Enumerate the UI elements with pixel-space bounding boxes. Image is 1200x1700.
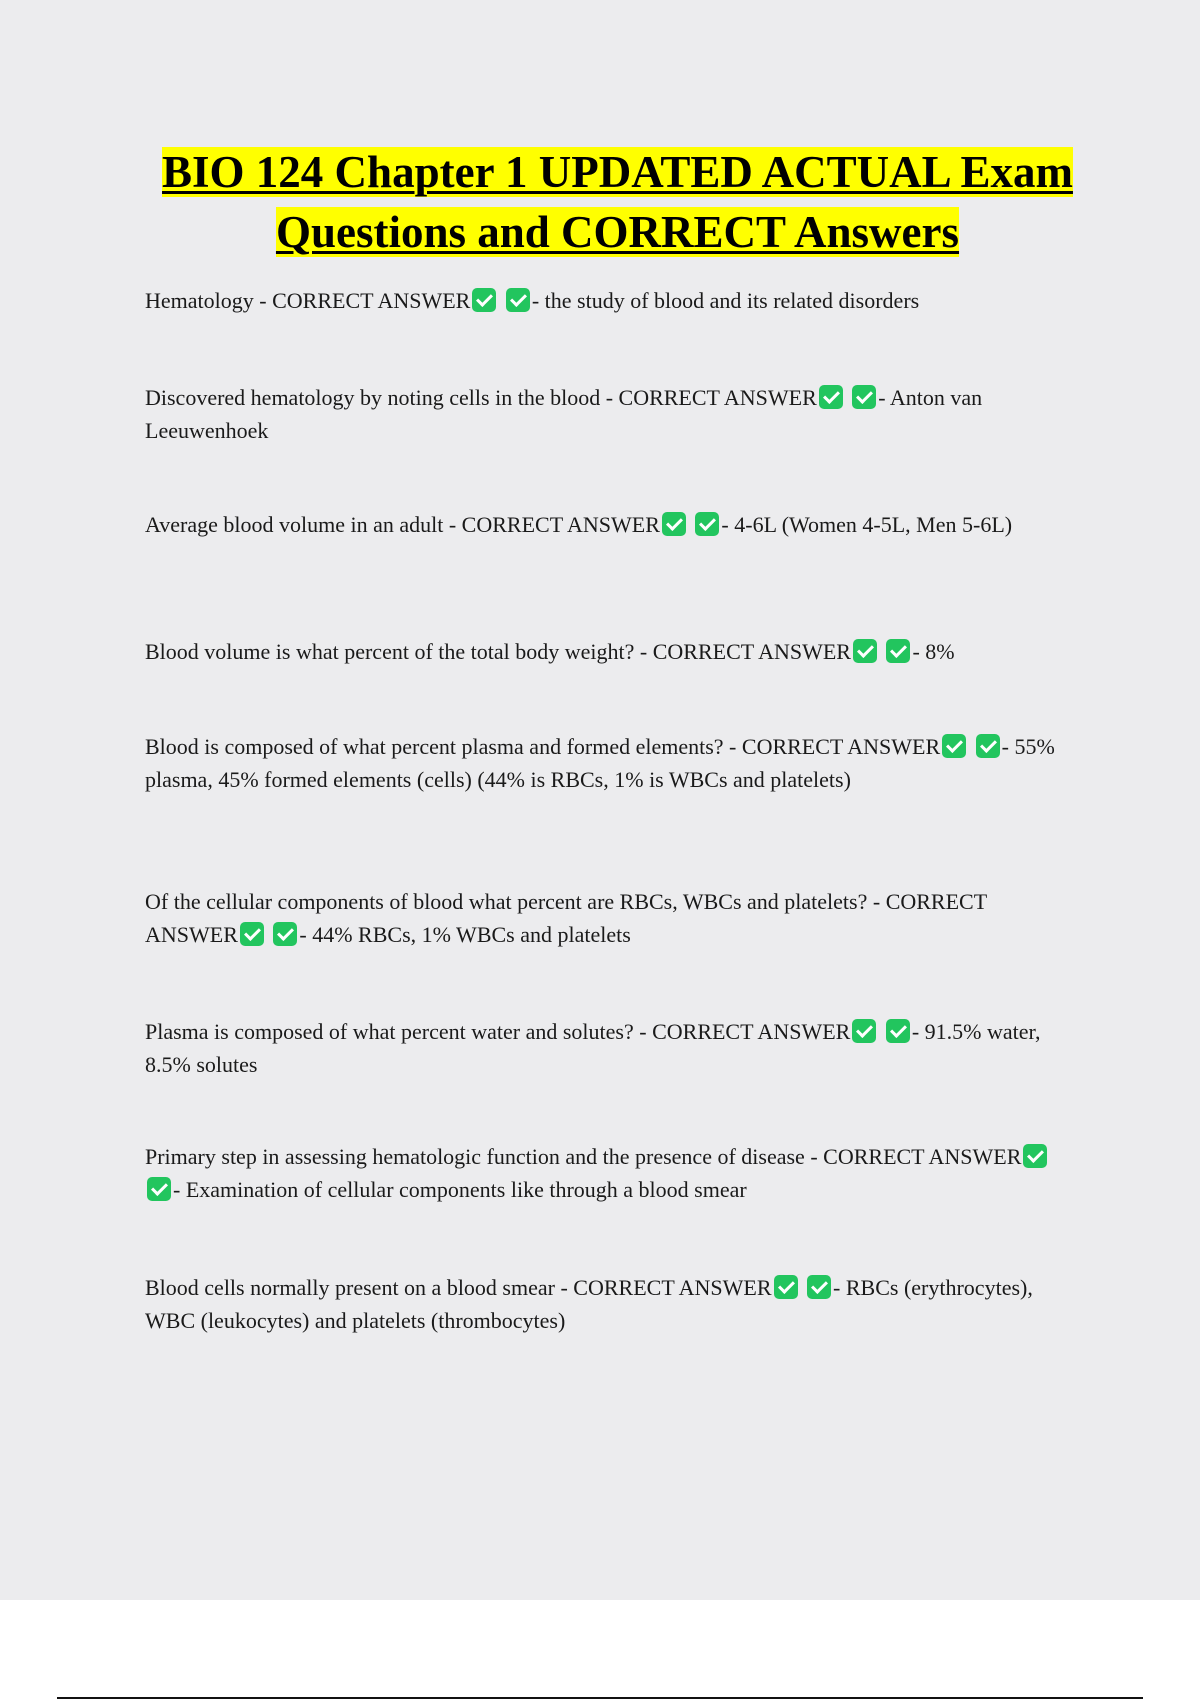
check-icon [147,1177,171,1201]
check-icon [506,288,530,312]
answer-text: - 91.5% water, 8.5% solutes [145,1019,1041,1077]
qa-item-4 [145,635,1075,668]
answer-text: - 8% [912,639,955,664]
answer-text: - the study of blood and its related disorders [531,288,920,313]
check-icon [807,1275,831,1299]
check-icon [942,734,966,758]
question-text: Discovered hematology by noting cells in the blood - [145,385,619,410]
check-icon [886,639,910,663]
qa-item-9 [145,1271,1075,1337]
answer-text: - 4-6L (Women 4-5L, Men 5-6L) [721,512,1013,537]
answer-marker: CORRECT ANSWER [618,385,817,410]
answer-text: - Examination of cellular components like through a blood smear [173,1177,747,1202]
answer-text: - Anton van Leeuwenhoek [145,385,983,443]
question-text: Of the cellular components of blood what percent are RBCs, WBCs and platelets? - [145,889,886,914]
check-icon [853,639,877,663]
answer-marker: CORRECT ANSWER [145,889,987,947]
qa-item-3 [145,508,1075,541]
check-icon [886,1019,910,1043]
question-text: Blood is composed of what percent plasma and formed elements? - [145,734,742,759]
answer-marker: CORRECT ANSWER [652,1019,851,1044]
qa-item-5 [145,730,1075,796]
answer-marker: CORRECT ANSWER [272,288,471,313]
question-text: Plasma is composed of what percent water and solutes? - [145,1019,653,1044]
check-icon [240,922,264,946]
answer-marker: CORRECT ANSWER [461,512,660,537]
question-text: Blood volume is what percent of the total body weight? - [145,639,653,664]
answer-text: - 55% plasma, 45% formed elements (cells) (44% is RBCs, 1% is WBCs and platelets) [145,734,1055,792]
check-icon [1023,1144,1047,1168]
check-icon [695,512,719,536]
check-icon [774,1275,798,1299]
qa-item-7 [145,1015,1075,1081]
qa-item-6 [145,885,1075,951]
check-icon [852,1019,876,1043]
document-title: BIO 124 Chapter 1 UPDATED ACTUAL Exam Questions and CORRECT Answers [162,147,1073,257]
question-text: Average blood volume in an adult - [145,512,462,537]
answer-marker: CORRECT ANSWER [573,1275,772,1300]
qa-item-1 [145,284,1075,317]
check-icon [819,385,843,409]
page-divider-line [57,1697,1143,1699]
question-text: Primary step in assessing hematologic function and the presence of disease - [145,1144,824,1169]
question-text: Hematology - [145,288,273,313]
check-icon [976,734,1000,758]
qa-item-2 [145,381,1075,447]
answer-marker: CORRECT ANSWER [741,734,941,759]
question-text: Blood cells normally present on a blood smear - [145,1275,574,1300]
check-icon [852,385,876,409]
answer-marker: CORRECT ANSWER [652,639,851,664]
qa-item-8 [145,1140,1075,1206]
check-icon [662,512,686,536]
answer-text: - RBCs (erythrocytes), WBC (leukocytes) and platelets (thrombocytes) [145,1275,1033,1333]
check-icon [273,922,297,946]
answer-marker: CORRECT ANSWER [823,1144,1022,1169]
answer-text: - 44% RBCs, 1% WBCs and platelets [299,922,631,947]
check-icon [472,288,496,312]
